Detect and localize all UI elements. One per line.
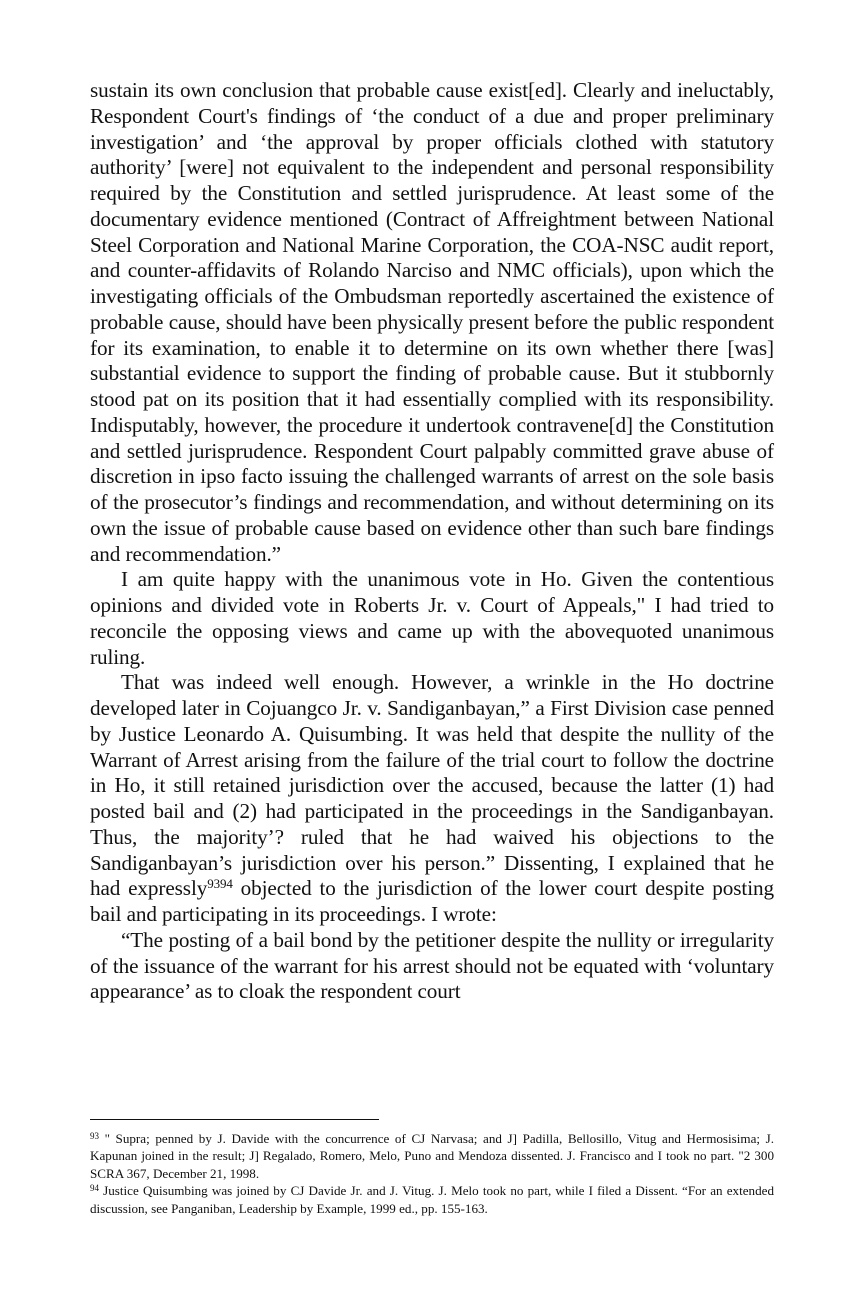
paragraph-quote-continuation: sustain its own conclusion that probable cause exist[ed]. Clearly and ineluctably, Respondent Court's findings of ‘the conduct of a due and proper preliminary investigation’ and ‘the approval by proper officials clothed with statutory authority’ [were] not equivalent to the independent and personal responsibility required by the Constitution and settled jurisprudence. At least some of the documentary evidence mentioned (Contract of Affreightment between National Steel Corporation and National Marine Corporation, the COA-NSC audit report, and counter-affidavits of Rolando Narciso and NMC officials), upon which the investigating officials of the Ombudsman reportedly ascertained the existence of probable cause, should have been physically present before the public respondent for its examination, to enable it to determine on its own whether there [was] substantial evidence to support the finding of probable cause. But it stubbornly stood pat on its position that it had essentially complied with its responsibility. Indisputably, however, the procedure it undertook contravene[d] the Constitution and settled jurisprudence. Respondent Court palpably committed grave abuse of discretion in ipso facto issuing the challenged warrants of arrest on the sole basis of the prosecutor’s findings and recommendation, and without determining on its own the issue of probable cause based on evidence other than such bare findings and recommendation.” [90,78,774,566]
footnotes [90,1130,774,1217]
footnote-text: Justice Quisumbing was joined by CJ Davide Jr. and J. Vitug. J. Melo took no part, while I filed a Dissent. “For an extended discussion, see Panganiban, Leadership by Example, 1999 ed., pp. 155-163. [90,1183,774,1216]
footnote-reference: 9394 [207,876,233,892]
paragraph-cojuangco [90,670,774,928]
footnote-93 [90,1130,774,1182]
paragraph-text-before: That was indeed well enough. However, a wrinkle in the Ho doctrine developed later in Cojuangco Jr. v. Sandiganbayan,” a First Division case penned by Justice Leonardo A. Quisumbing. It was held that despite the nullity of the Warrant of Arrest arising from the failure of the trial court to follow the doctrine in Ho, it still retained jurisdiction over the accused, because the latter (1) had posted bail and (2) had participated in the proceedings in the Sandiganbayan. Thus, the majority’? ruled that he had waived his objections to the Sandiganbayan’s jurisdiction over his person.” Dissenting, I explained that he had expressly [90,670,774,901]
footnote-mark: 93 [90,1130,99,1141]
footnote-text: " Supra; penned by J. Davide with the concurrence of CJ Narvasa; and J] Padilla, Bellosillo, Vitug and Hermosisima; J. Kapunan joined in the result; J] Regalado, Romero, Melo, Puno and Mendoza dissented. J. Francisco and I took no part. "2 300 SCRA 367, December 21, 1998. [90,1131,774,1181]
paragraph-bail-quote: “The posting of a bail bond by the petitioner despite the nullity or irregularity of the issuance of the warrant for his arrest should not be equated with ‘voluntary appearance’ as to cloak the respondent court [90,927,774,1004]
footnote-separator [90,1119,379,1120]
paragraph-ho-vote: I am quite happy with the unanimous vote in Ho. Given the contentious opinions and divided vote in Roberts Jr. v. Court of Appeals," I had tried to reconcile the opposing views and came up with the abovequoted unanimous ruling. [90,567,774,669]
body-text [90,78,774,1005]
paragraph-text-after: objected to the jurisdiction of the lower court despite posting bail and participating in its proceedings. I wrote: [90,876,774,926]
footnote-94 [90,1182,774,1217]
footnote-mark: 94 [90,1183,99,1194]
